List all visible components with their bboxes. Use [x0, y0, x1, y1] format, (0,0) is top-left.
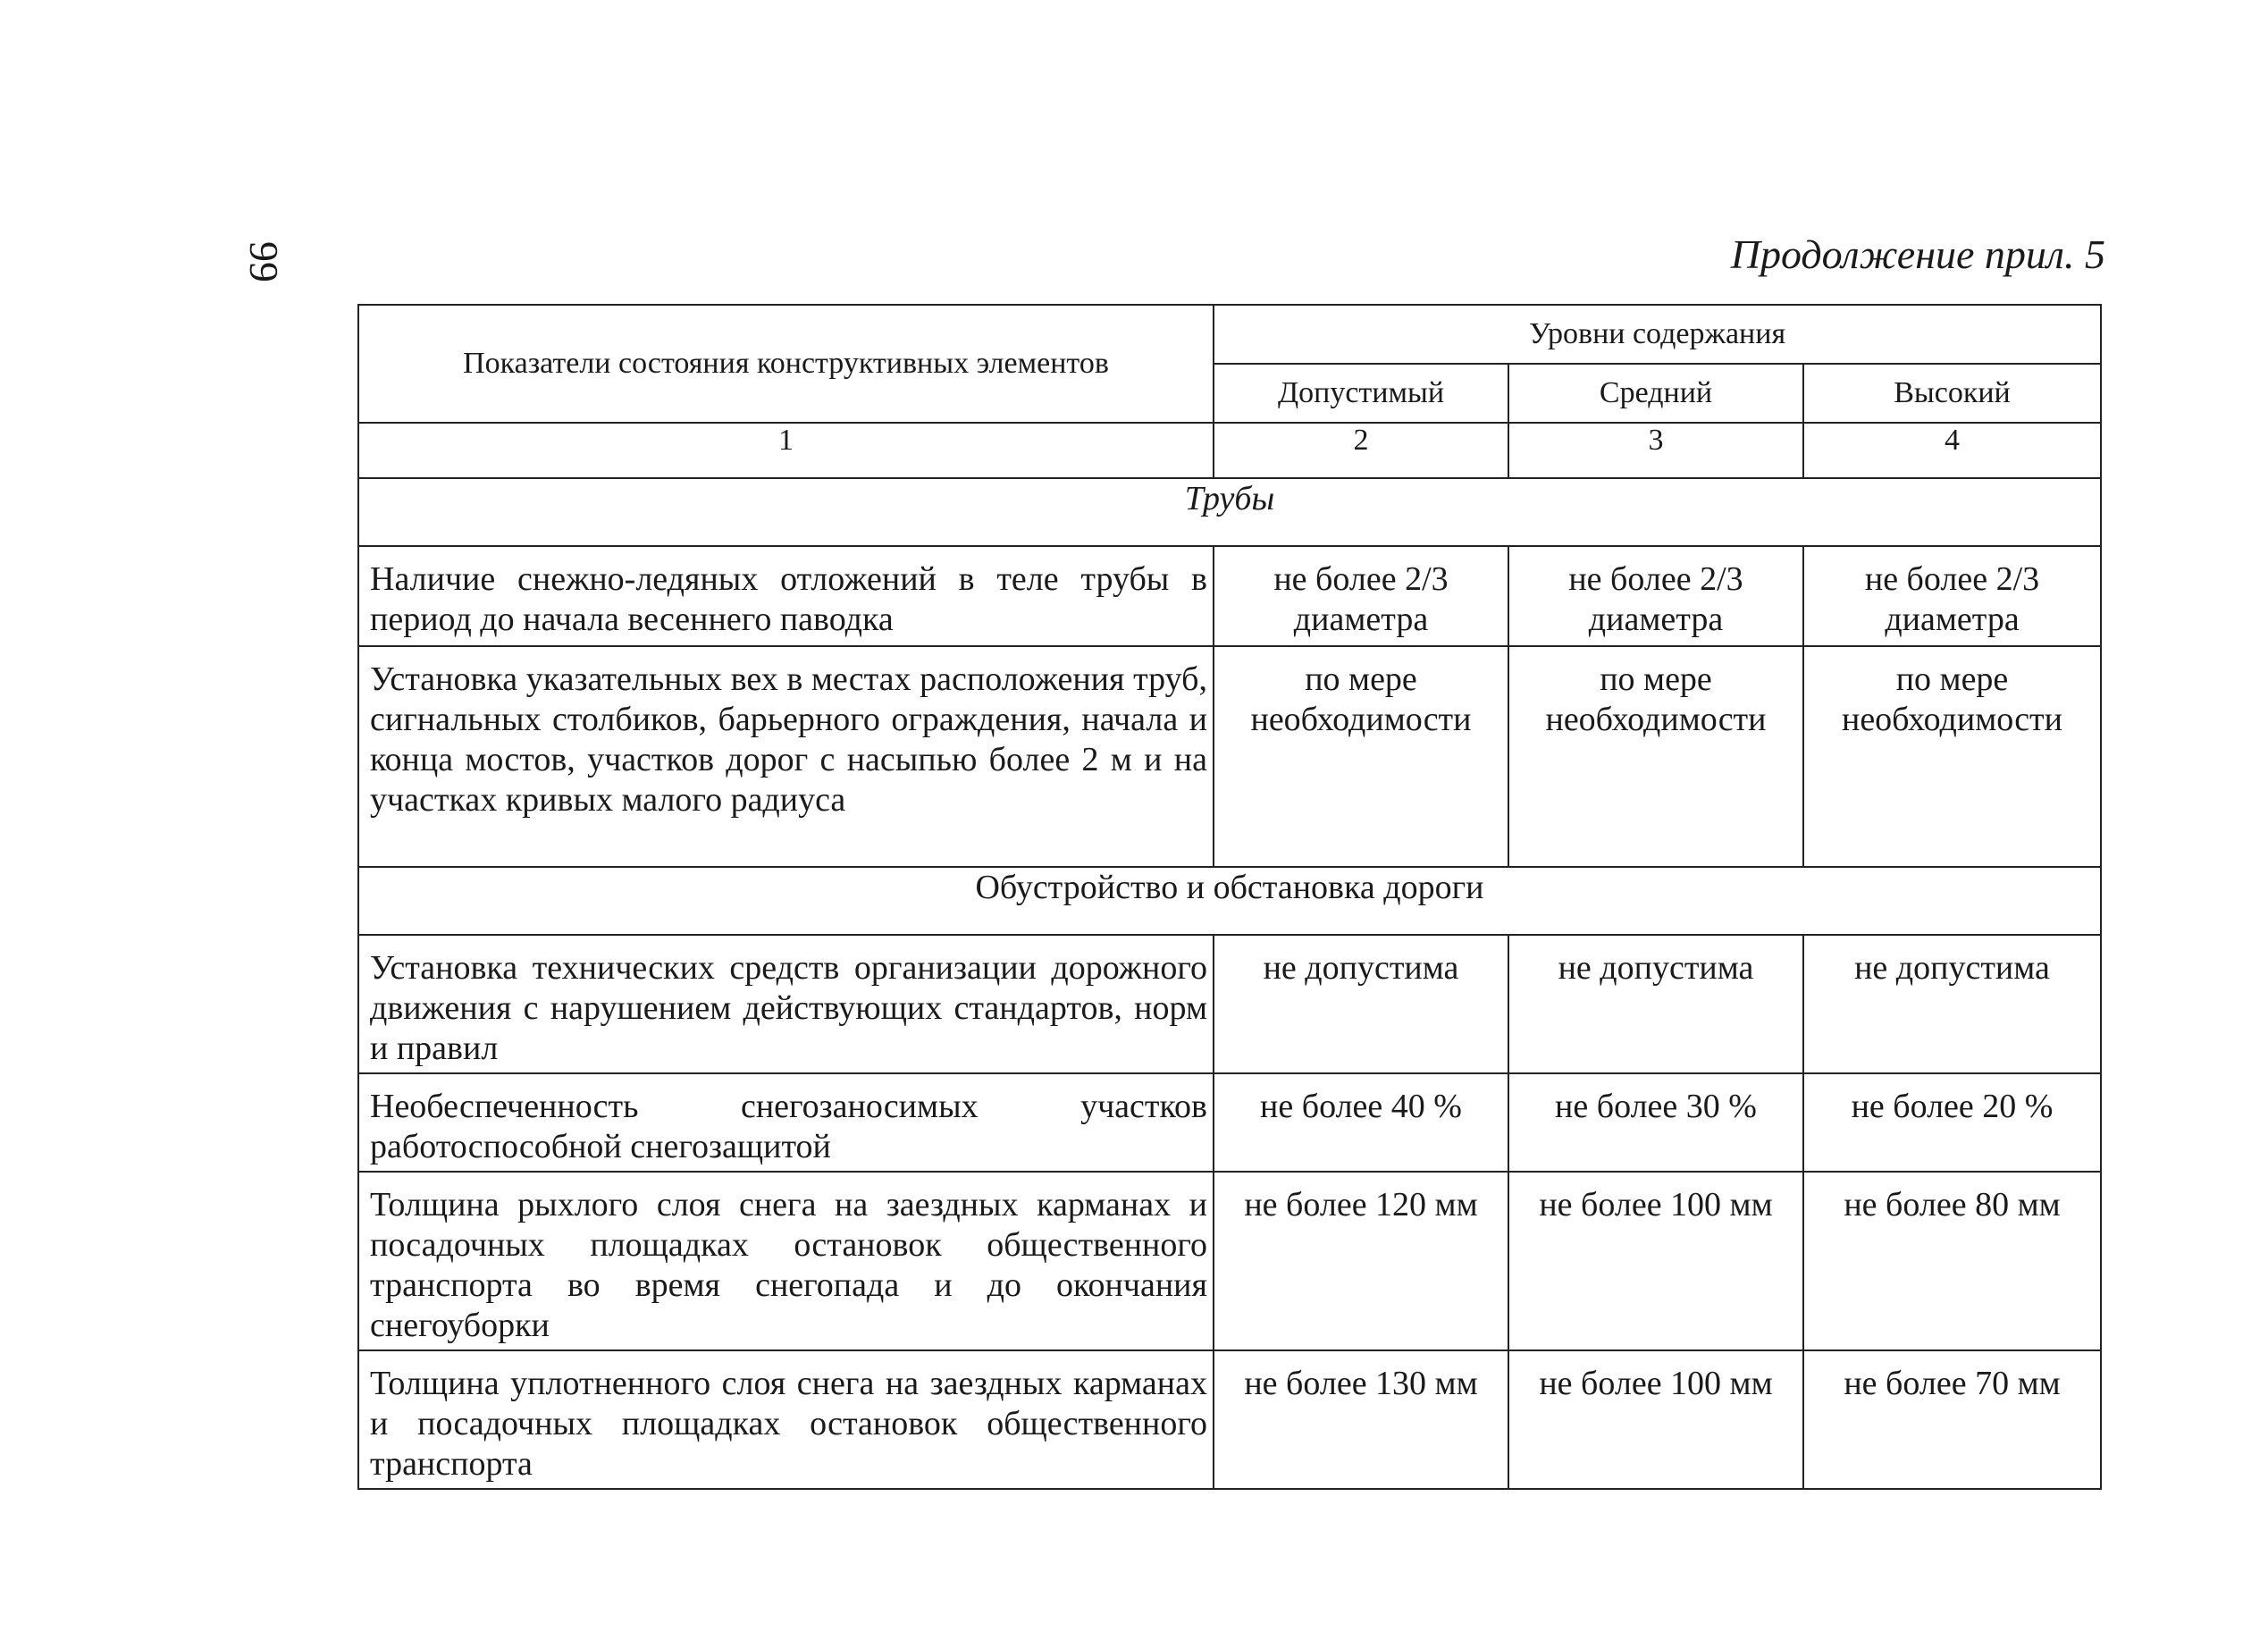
row-value-acceptable: не более 2/3 диаметра [1214, 546, 1508, 646]
section-title-road-equipment: Обустройство и обстановка дороги [358, 867, 2101, 935]
row-indicator: Наличие снежно-ледяных отложений в теле трубы в период до начала весеннего паводка [358, 546, 1214, 646]
row-value-high: не более 20 % [1803, 1073, 2101, 1172]
column-number: 3 [1508, 423, 1803, 478]
row-indicator: Необеспеченность снегозаносимых участков работоспособной снегозащитой [358, 1073, 1214, 1172]
row-value-acceptable: не допустима [1214, 935, 1508, 1073]
row-value-acceptable: не более 120 мм [1214, 1172, 1508, 1350]
row-value-medium: не допустима [1508, 935, 1803, 1073]
table-row [358, 546, 2101, 646]
row-value-high: не допустима [1803, 935, 2101, 1073]
row-value-acceptable: не более 40 % [1214, 1073, 1508, 1172]
row-indicator: Толщина уплотненного слоя снега на заездных карманах и посадочных площадках остановок общественного транспорта [358, 1350, 1214, 1489]
table-row [358, 1073, 2101, 1172]
table-row [358, 1350, 2101, 1489]
row-indicator: Установка указательных вех в местах расположения труб, сигнальных столбиков, барьерного ограждения, начала и конца мостов, участков дорог с насыпью более 2 м и на участках кривых малого радиуса [358, 646, 1214, 867]
row-value-acceptable: по мере необходимости [1214, 646, 1508, 867]
page-number: 99 [241, 241, 287, 282]
table-row [358, 935, 2101, 1073]
column-number: 1 [358, 423, 1214, 478]
row-value-medium: не более 30 % [1508, 1073, 1803, 1172]
header-level-acceptable: Допустимый [1214, 364, 1508, 423]
header-indicators: Показатели состояния конструктивных элементов [358, 305, 1214, 423]
row-value-medium: не более 100 мм [1508, 1172, 1803, 1350]
row-value-high: не более 80 мм [1803, 1172, 2101, 1350]
header-levels-title: Уровни содержания [1214, 305, 2101, 364]
row-value-high: не более 2/3 диаметра [1803, 546, 2101, 646]
table-row [358, 646, 2101, 867]
row-value-high: по мере необходимости [1803, 646, 2101, 867]
row-value-acceptable: не более 130 мм [1214, 1350, 1508, 1489]
table-row [358, 1172, 2101, 1350]
maintenance-levels-table [357, 304, 2102, 1490]
continuation-label: Продолжение прил. 5 [1730, 231, 2105, 277]
row-value-medium: по мере необходимости [1508, 646, 1803, 867]
column-number: 2 [1214, 423, 1508, 478]
section-title-pipes: Трубы [358, 478, 2101, 546]
column-number: 4 [1803, 423, 2101, 478]
row-value-medium: не более 100 мм [1508, 1350, 1803, 1489]
row-indicator: Установка технических средств организации дорожного движения с нарушением действующих стандартов, норм и правил [358, 935, 1214, 1073]
row-value-medium: не более 2/3 диаметра [1508, 546, 1803, 646]
row-indicator: Толщина рыхлого слоя снега на заездных карманах и посадочных площадках остановок общественного транспорта во время снегопада и до окончания снегоуборки [358, 1172, 1214, 1350]
header-level-high: Высокий [1803, 364, 2101, 423]
header-level-medium: Средний [1508, 364, 1803, 423]
row-value-high: не более 70 мм [1803, 1350, 2101, 1489]
